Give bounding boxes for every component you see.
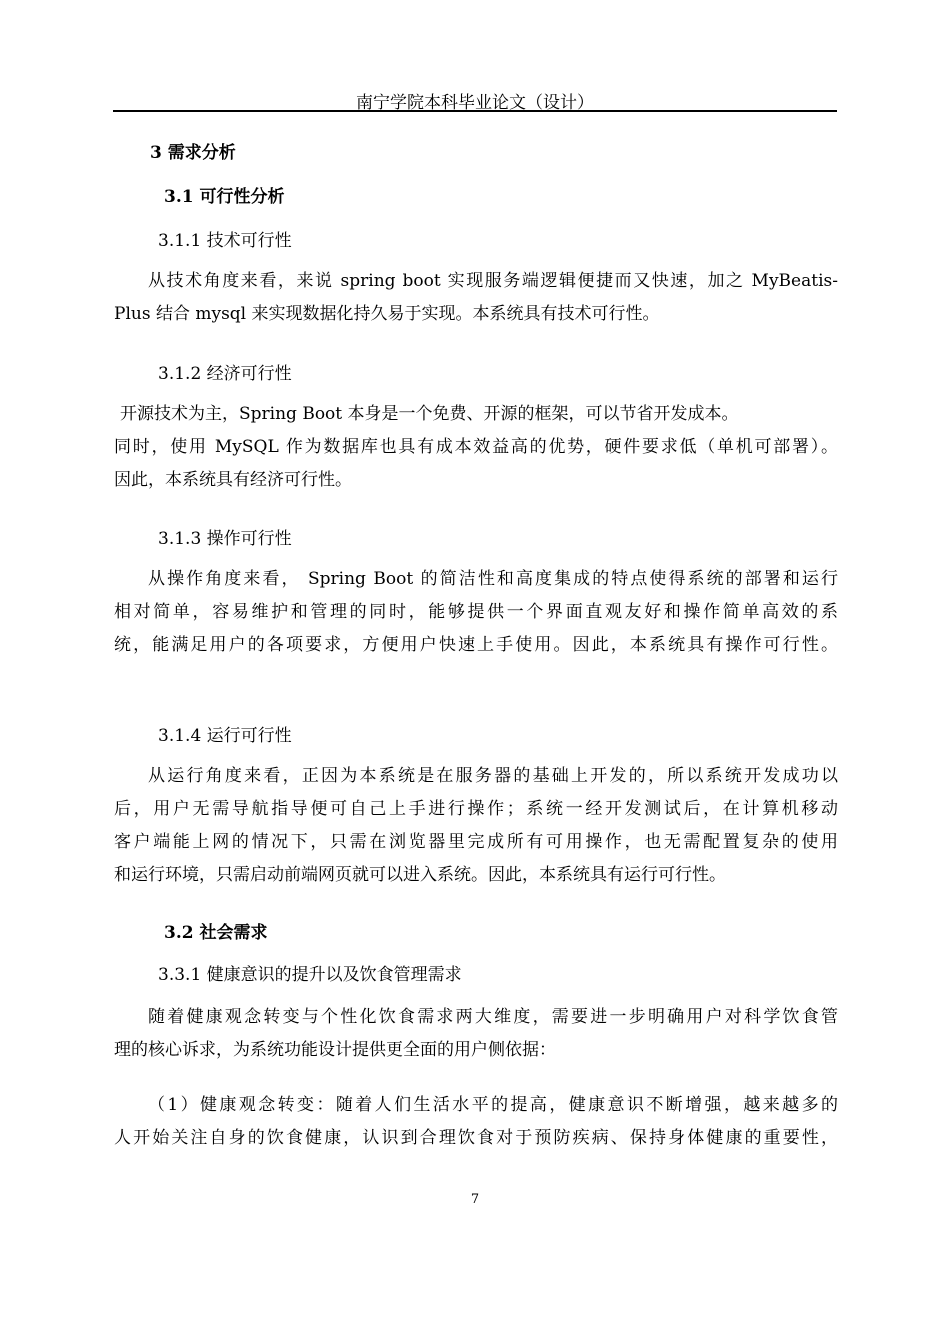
subsection-heading-3-3-1: 3.3.1 健康意识的提升以及饮食管理需求 [158, 965, 462, 985]
section-heading-3: 3 需求分析 [150, 143, 236, 163]
paragraph-line: 从技术角度来看，来说 spring boot 实现服务端逻辑便捷而又快速，加之 MyBeatis- [148, 271, 838, 291]
paragraph-line: 因此，本系统具有经济可行性。 [114, 470, 352, 490]
paragraph-3-3-1 [114, 1001, 838, 1067]
subsection-heading-3-1-3: 3.1.3 操作可行性 [158, 529, 292, 549]
paragraph-line: 从运行角度来看，正因为本系统是在服务器的基础上开发的，所以系统开发成功以 [148, 766, 838, 786]
paragraph-line: 统，能满足用户的各项要求，方便用户快速上手使用。因此，本系统具有操作可行性。 [114, 635, 838, 655]
paragraph-line: 随着健康观念转变与个性化饮食需求两大维度，需要进一步明确用户对科学饮食管 [148, 1007, 838, 1027]
subsection-heading-3-1-4: 3.1.4 运行可行性 [158, 726, 292, 746]
paragraph-line: 后，用户无需导航指导便可自己上手进行操作；系统一经开发测试后，在计算机移动 [114, 799, 838, 819]
paragraph-3-1-2 [114, 398, 838, 497]
paragraph-line: 相对简单，容易维护和管理的同时，能够提供一个界面直观友好和操作简单高效的系 [114, 602, 838, 622]
paragraph-3-1-1 [114, 265, 838, 331]
paragraph-line: （1）健康观念转变：随着人们生活水平的提高，健康意识不断增强，越来越多的 [148, 1095, 838, 1115]
paragraph-line: 同时，使用 MySQL 作为数据库也具有成本效益高的优势，硬件要求低（单机可部署）。 [114, 437, 838, 457]
paragraph-line: 客户端能上网的情况下，只需在浏览器里完成所有可用操作，也无需配置复杂的使用 [114, 832, 838, 852]
header-rule [113, 110, 837, 112]
subsection-heading-3-1-1: 3.1.1 技术可行性 [158, 231, 292, 251]
paragraph-line: 从操作角度来看， Spring Boot 的简洁性和高度集成的特点使得系统的部署和运行 [148, 569, 838, 589]
subsection-heading-3-1-2: 3.1.2 经济可行性 [158, 364, 292, 384]
list-item-1 [114, 1089, 838, 1155]
paragraph-line: 人开始关注自身的饮食健康，认识到合理饮食对于预防疾病、保持身体健康的重要性， [114, 1128, 838, 1148]
running-header: 南宁学院本科毕业论文（设计） [356, 93, 594, 113]
paragraph-line: 开源技术为主，Spring Boot 本身是一个免费、开源的框架，可以节省开发成本。 [120, 404, 739, 424]
section-heading-3-2: 3.2 社会需求 [164, 923, 268, 943]
paragraph-line: 和运行环境，只需启动前端网页就可以进入系统。因此，本系统具有运行可行性。 [114, 865, 726, 885]
paragraph-line: 理的核心诉求，为系统功能设计提供更全面的用户侧依据： [114, 1040, 556, 1060]
paragraph-3-1-3 [114, 563, 838, 662]
paragraph-3-1-4 [114, 760, 838, 892]
paragraph-line: Plus 结合 mysql 来实现数据化持久易于实现。本系统具有技术可行性。 [114, 304, 660, 324]
section-heading-3-1: 3.1 可行性分析 [164, 187, 285, 207]
page-number: 7 [470, 1192, 480, 1207]
